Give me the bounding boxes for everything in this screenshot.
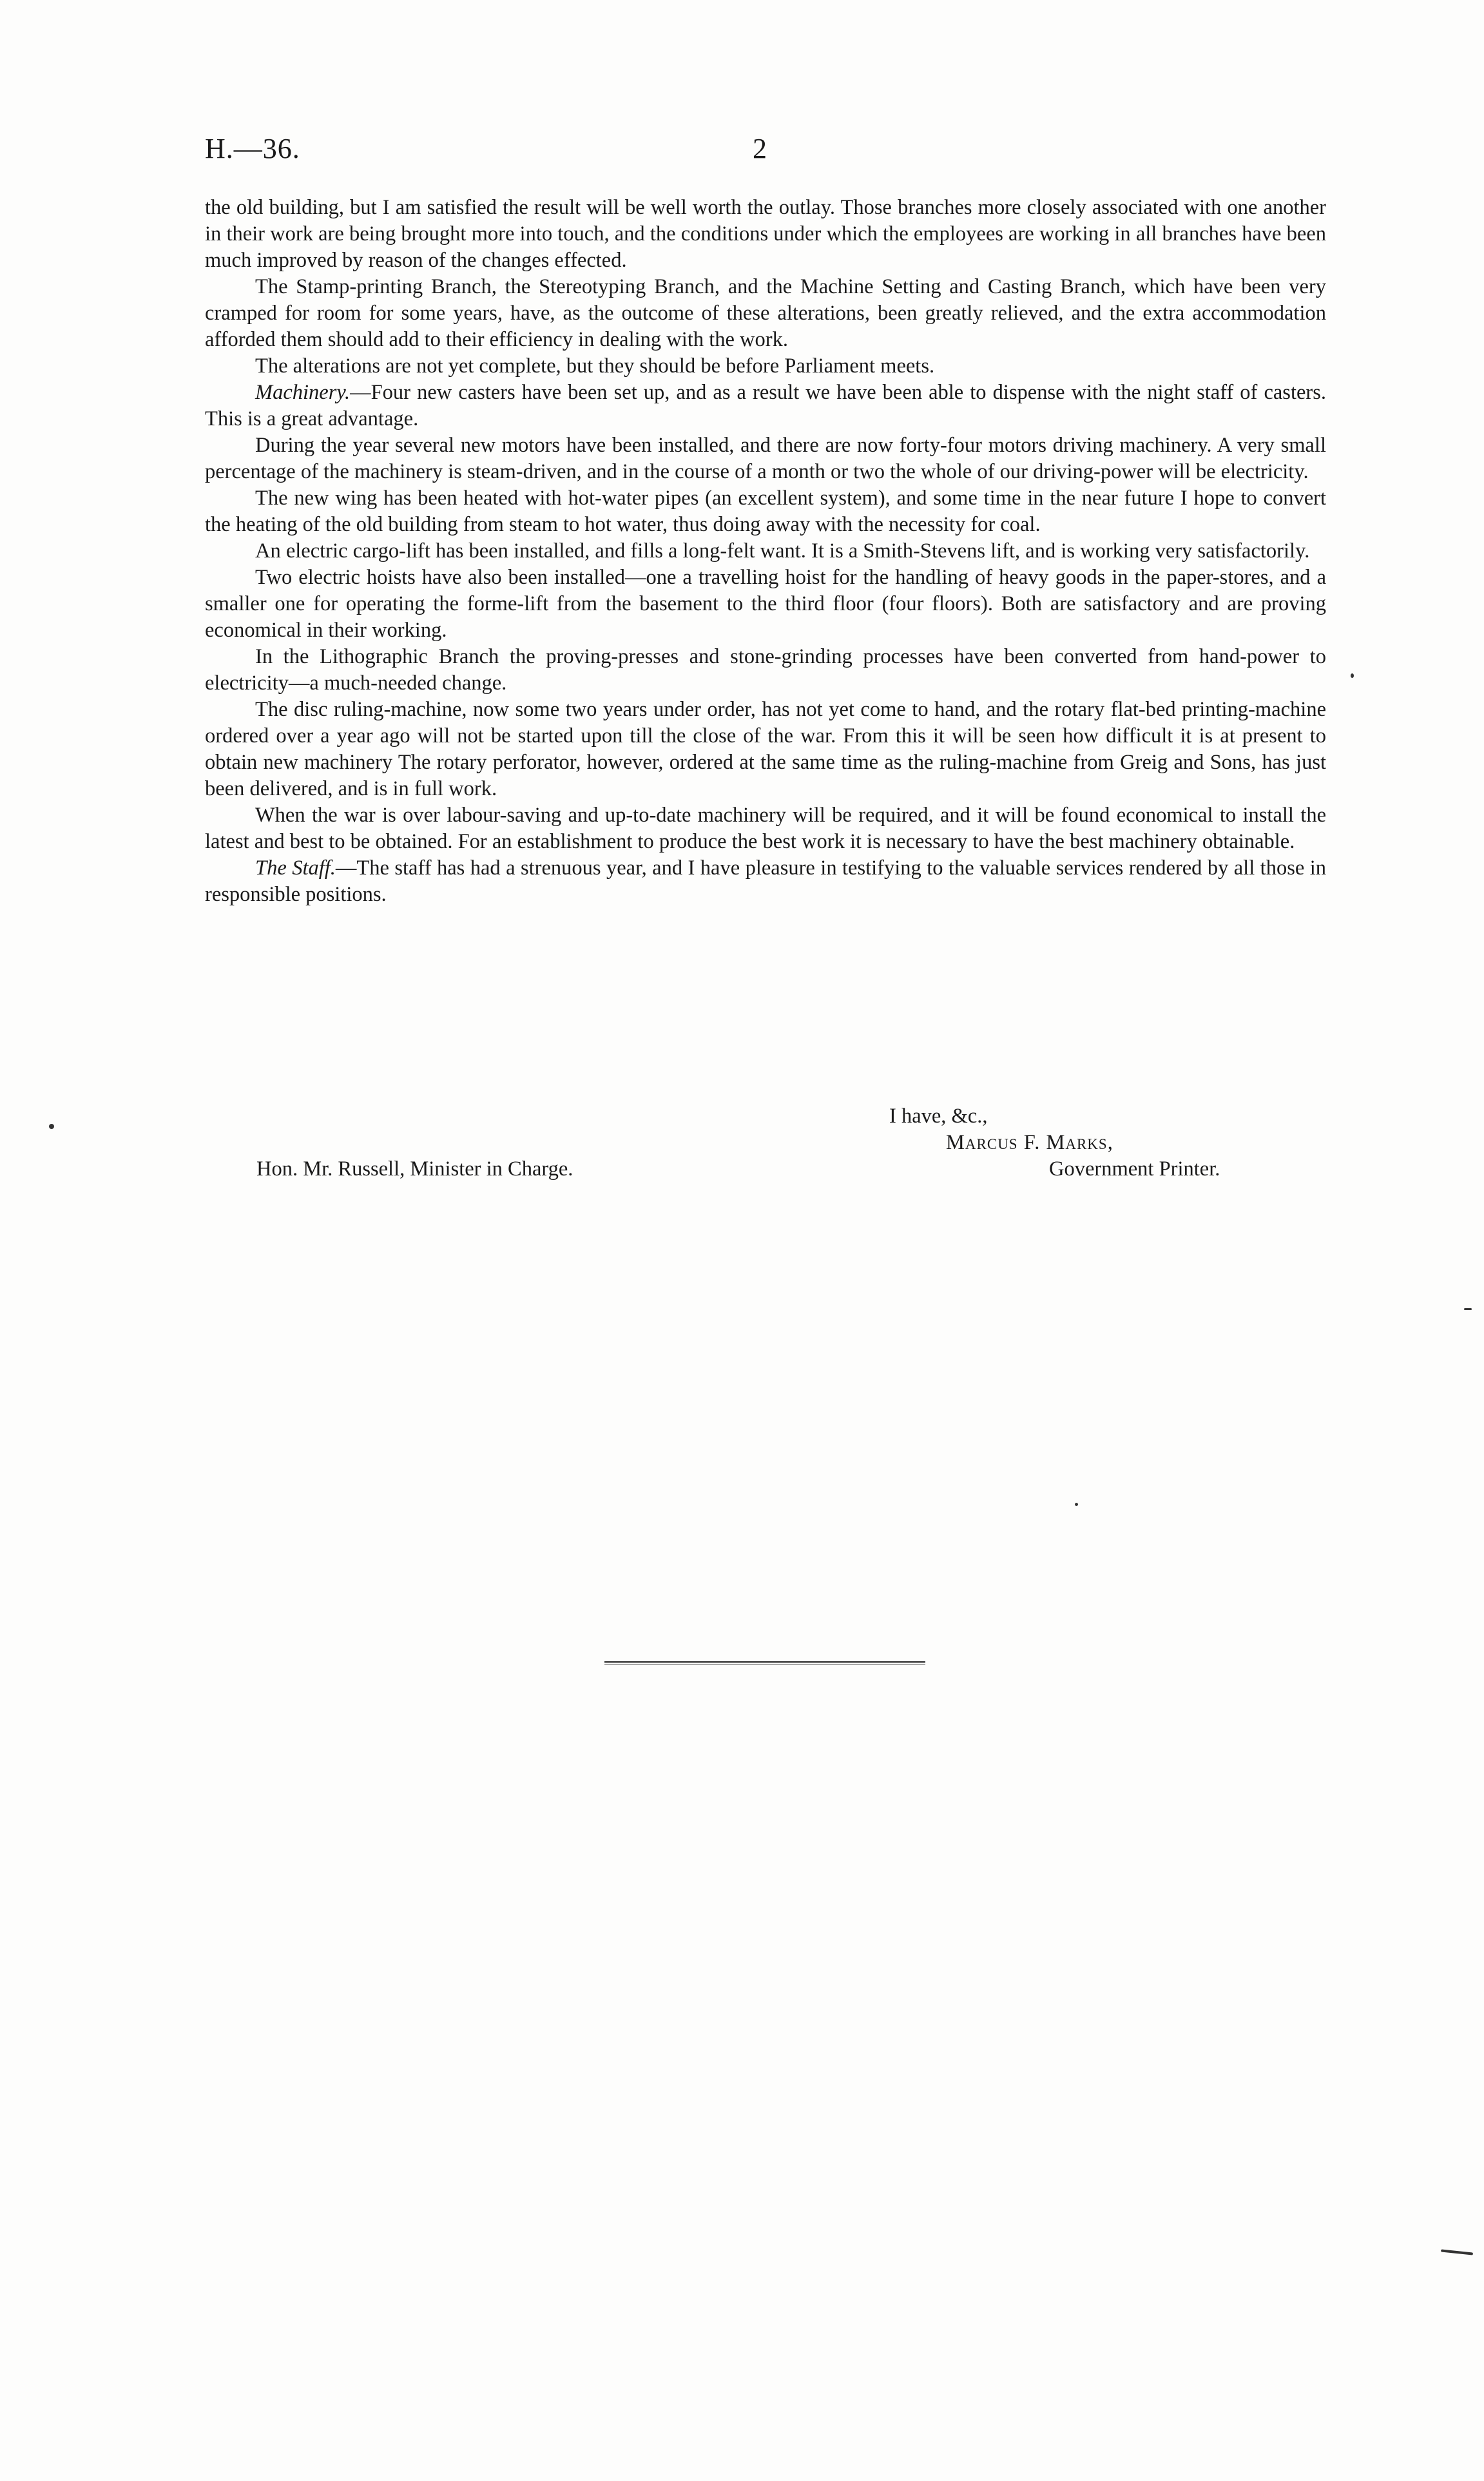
addressee: Hon. Mr. Russell, Minister in Charge. (256, 1157, 573, 1181)
paragraph: the old building, but I am satisfied the result will be well worth the outlay. Those branches more closely associated with one another in their work are being brought more into touch, and the conditions under which the employees are working in all branches have been much improved by reason of the changes effected. (205, 196, 1326, 272)
paragraph: The new wing has been heated with hot-water pipes (an excellent system), and some time in the near future I hope to convert the heating of the old building from steam to hot water, thus doing away with the necessity for coal. (205, 487, 1326, 536)
page-header (205, 132, 1326, 177)
print-speck (49, 1124, 54, 1129)
signoff-block (205, 1103, 1326, 1193)
paragraph: The disc ruling-machine, now some two years under order, has not yet come to hand, and the rotary flat-bed printing-machine ordered over a year ago will not be started upon till the close of the war. From this it will be seen how difficult it is at present to obtain new machinery The rotary perforator, however, ordered at the same time as the ruling-machine from Greig and Sons, has just been delivered, and is in full work. (205, 698, 1326, 800)
document-reference: H.—36. (205, 133, 300, 164)
paragraph: The Stamp-printing Branch, the Stereotyping Branch, and the Machine Setting and Casting Branch, which have been very cramped for room for some years, have, as the outcome of these alterations, been greatly relieved, and the extra accommodation afforded them should add to their efficiency in dealing with the work. (205, 275, 1326, 351)
paragraph-machinery: Machinery.—Four new casters have been set up, and as a result we have been able to dispense with the night staff of casters. This is a great advantage. (205, 381, 1326, 430)
paragraph: During the year several new motors have been installed, and there are now forty-four motors driving machinery. A very small percentage of the machinery is steam-driven, and in the course of a month or two the whole of our driving-power will be electricity. (205, 434, 1326, 483)
paragraph: When the war is over labour-saving and up-to-date machinery will be required, and it will be found economical to install the latest and best to be obtained. For an establishment to produce the best work it is necessary to have the best machinery obtainable. (205, 804, 1326, 853)
section-heading: The Staff. (255, 856, 336, 880)
section-heading: Machinery. (255, 381, 351, 404)
closing-line: I have, &c., (889, 1105, 988, 1128)
page-number: 2 (753, 133, 767, 164)
report-body (205, 195, 1326, 908)
print-speck (1441, 2249, 1473, 2255)
paragraph: In the Lithographic Branch the proving-presses and stone-grinding processes have been converted from hand-power to electricity—a much-needed change. (205, 645, 1326, 695)
print-speck (1464, 1308, 1472, 1310)
paragraph-staff: The Staff.—The staff has had a strenuous year, and I have pleasure in testifying to the valuable services rendered by all those in responsible positions. (205, 856, 1326, 906)
print-speck (1351, 673, 1354, 678)
print-speck (1075, 1503, 1078, 1506)
signatory-title: Government Printer. (1049, 1157, 1220, 1181)
paragraph: The alterations are not yet complete, but they should be before Parliament meets. (255, 354, 935, 378)
horizontal-rule (604, 1661, 925, 1665)
signatory-name: Marcus F. Marks, (946, 1131, 1113, 1154)
paragraph: Two electric hoists have also been installed—one a travelling hoist for the handling of heavy goods in the paper-stores, and a smaller one for operating the forme-lift from the basement to the third floor (four floors). Both are satisfactory and are proving economical in their working. (205, 566, 1326, 642)
paragraph: An electric cargo-lift has been installed, and fills a long-felt want. It is a Smith-Stevens lift, and is working very satisfactorily. (255, 539, 1310, 563)
